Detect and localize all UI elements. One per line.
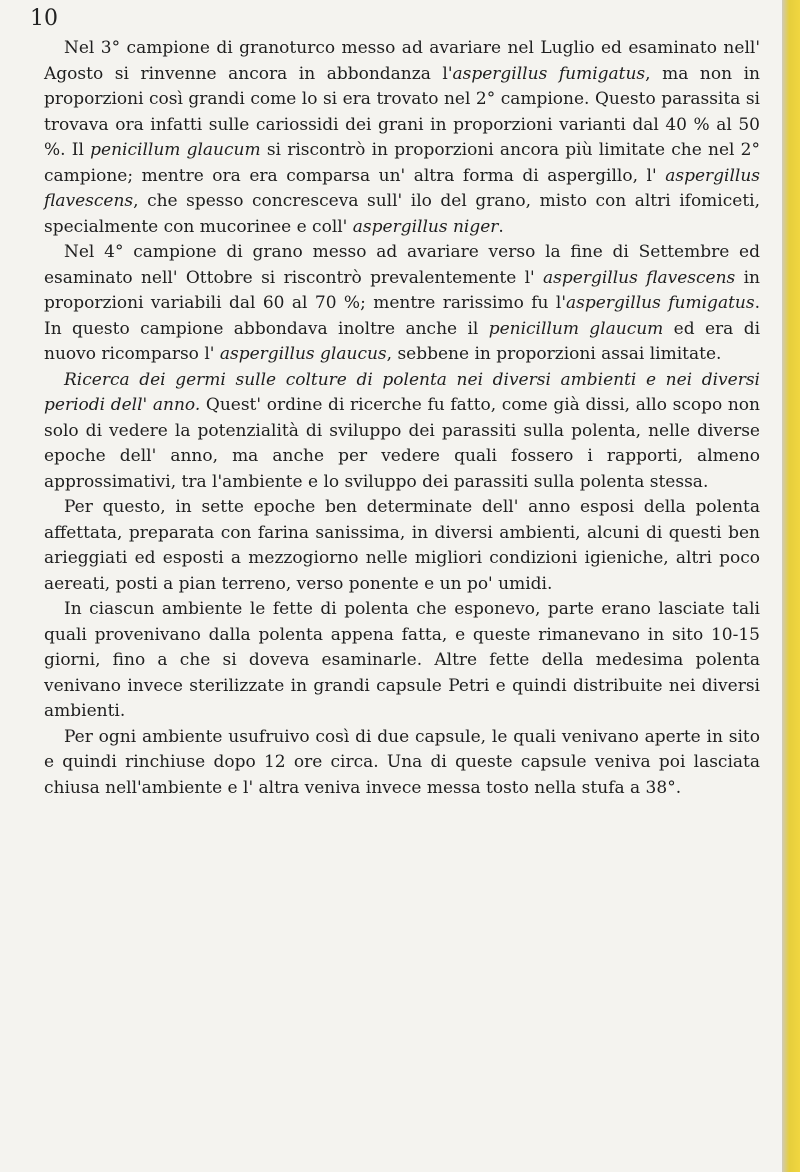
page-number: 10 [30,6,58,31]
text-run: , sebbene in proporzioni assai limitate. [386,344,722,364]
italic-term: aspergillus glaucus [219,344,387,364]
italic-term: aspergillus flavescens [44,165,760,211]
text-run: , che spesso concresceva sull' ilo del grano, misto con altri ifomiceti, specialmente con mucorinee e coll' [44,191,760,237]
paragraph [44,597,760,725]
text-run: . [498,216,504,237]
paragraph [44,240,760,368]
italic-term: penicillum glaucum [90,140,261,160]
text-run: Nel 4° campione di grano messo ad avariare verso la fine di Settembre ed esaminato nell' Ottobre si riscontrò prevalentemente l' [44,242,760,288]
text-run: Quest' ordine di ricerche fu fatto, come già dissi, allo scopo non solo di vedere la potenzialità di sviluppo dei parassiti sulla polenta, nelle diverse epoche dell' anno, ma anche per vedere quali fossero i rapporti, almeno approssimativi, tra l'ambiente e lo sviluppo dei parassiti sulla polenta stessa. [44,395,760,492]
body-text [44,36,760,801]
text-run: Nel 3° campione di granoturco messo ad avariare nel Luglio ed esaminato nell' Agosto si rinvenne ancora in abbondanza l' [44,38,760,84]
italic-term: aspergillus fumigatus [566,293,755,313]
italic-term: penicillum glaucum [488,318,664,339]
text-run: Per questo, in sette epoche ben determinate dell' anno esposi della polenta affettata, preparata con farina sanissima, in diversi ambienti, alcuni di questi ben arieggiati ed esposti a mezzogiorno nelle migliori condizioni igieniche, altri poco aereati, posti a pian terreno, verso ponente e un po' umidi. [44,497,760,594]
italic-term: aspergillus flavescens [543,267,736,288]
italic-term: aspergillus fumigatus [452,63,646,84]
paragraph [44,495,760,597]
paragraph [44,36,760,240]
text-run: Per ogni ambiente usufruivo così di due capsule, le quali venivano aperte in sito e quindi rinchiuse dopo 12 ore circa. Una di queste capsule veniva poi lasciata chiusa nell'ambiente e l' altra veniva invece messa tosto nella stufa a 38°. [44,726,760,798]
text-run: In ciascun ambiente le fette di polenta che esponevo, parte erano lasciate tali quali provenivano dalla polenta appena fatta, e queste rimanevano in sito 10-15 giorni, fino a che si doveva esaminarle. Altre fette della medesima polenta venivano invece sterilizzate in grandi capsule Petri e quindi distribuite nei diversi ambienti. [44,599,760,721]
text-run: in proporzioni variabili dal 60 al 70 %; mentre rarissimo fu l' [44,267,760,313]
italic-term: aspergillus niger [352,216,499,237]
text-run: . In questo campione abbondava inoltre anche il [44,293,760,339]
section-heading: Ricerca dei germi sulle colture di polenta nei diversi ambienti e nei diversi periodi dell' anno. [44,369,760,415]
text-run: , ma non in proporzioni così grandi come lo si era trovato nel 2° campione. Questo parassita si trovava ora infatti sulle cariossidi dei grani in proporzioni varianti dal 40 % al 50 %. Il [44,63,760,160]
paragraph [44,368,760,496]
text-run: ed era di nuovo ricomparso l' [44,318,761,364]
paragraph [44,725,760,802]
text-run: si riscontrò in proporzioni ancora più limitate che nel 2° campione; mentre ora era comparsa un' altra forma di aspergillo, l' [44,140,760,186]
page-edge [782,0,800,1172]
